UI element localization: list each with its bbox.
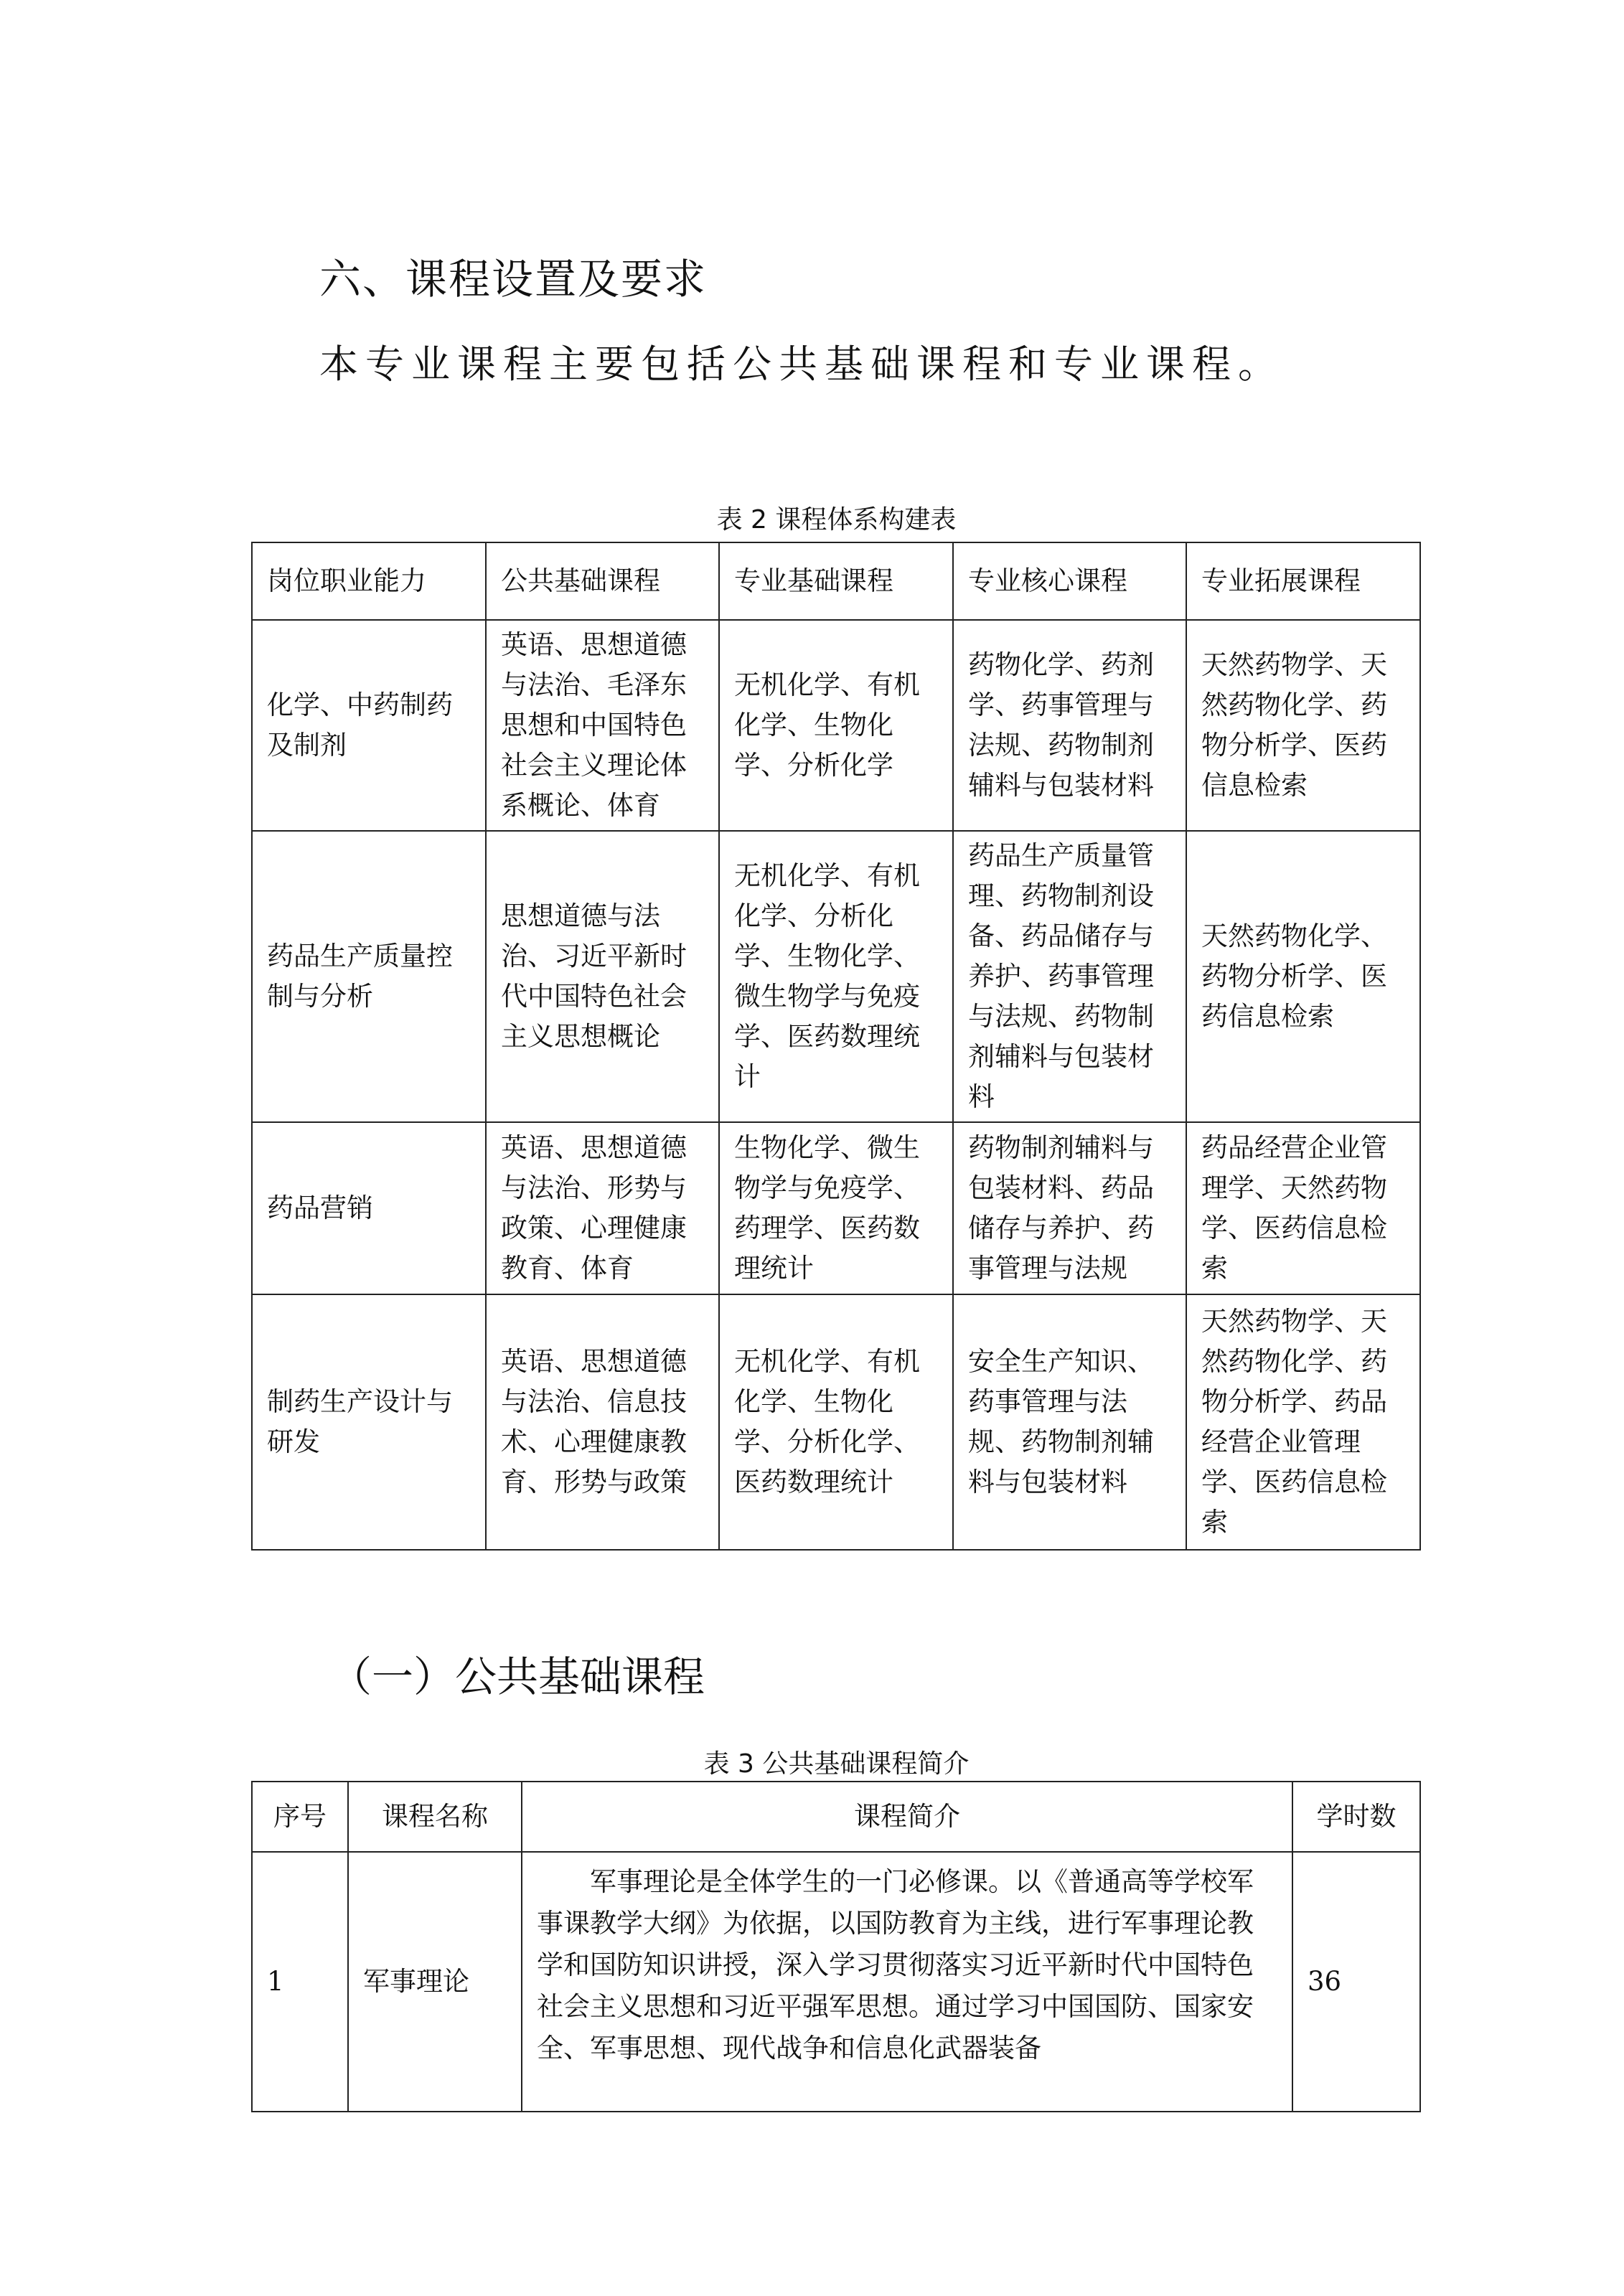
extension-course-cell: 药品经营企业管理学、天然药物学、医药信息检索 (1186, 1122, 1420, 1294)
header-cell: 学时数 (1292, 1782, 1420, 1852)
core-course-cell: 药品生产质量管理、药物制剂设备、药品储存与养护、药事管理与法规、药物制剂辅料与包装材料 (953, 831, 1186, 1122)
header-cell: 岗位职业能力 (252, 542, 486, 620)
course-intro-cell (522, 1852, 1292, 2112)
basic-course-cell: 无机化学、有机化学、分析化学、生物化学、微生物学与免疫学、医药数理统计 (719, 831, 953, 1122)
extension-course-cell: 天然药物化学、药物分析学、医药信息检索 (1186, 831, 1420, 1122)
header-cell: 专业基础课程 (719, 542, 953, 620)
header-cell: 专业拓展课程 (1186, 542, 1420, 620)
table-row (252, 1122, 1420, 1294)
table-row (252, 1294, 1420, 1550)
ability-cell: 制药生产设计与研发 (252, 1294, 486, 1550)
public-course-intro-table (251, 1781, 1421, 2112)
core-course-cell: 药物制剂辅料与包装材料、药品储存与养护、药事管理与法规 (953, 1122, 1186, 1294)
public-course-cell: 思想道德与法治、习近平新时代中国特色社会主义思想概论 (486, 831, 719, 1122)
intro-paragraph: 本专业课程主要包括公共基础课程和专业课程。 (319, 342, 1284, 387)
ability-cell: 化学、中药制药及制剂 (252, 620, 486, 831)
extension-course-cell: 天然药物学、天然药物化学、药物分析学、医药信息检索 (1186, 620, 1420, 831)
subsection-heading: （一）公共基础课程 (330, 1652, 705, 1701)
core-course-cell: 安全生产知识、药事管理与法规、药物制剂辅料与包装材料 (953, 1294, 1186, 1550)
table-header-row (252, 1782, 1420, 1852)
table3-caption: 表 3 公共基础课程简介 (703, 1749, 970, 1779)
basic-course-cell: 生物化学、微生物学与免疫学、药理学、医药数理统计 (719, 1122, 953, 1294)
public-course-cell: 英语、思想道德与法治、信息技术、心理健康教育、形势与政策 (486, 1294, 719, 1550)
course-intro-text: 军事理论是全体学生的一门必修课。以《普通高等学校军事课教学大纲》为依据，以国防教育为主线，进行军事理论教学和国防知识讲授，深入学习贯彻落实习近平新时代中国特色社会主义思想和习近平强军思想。通过学习中国国防、国家安全、军事思想、现代战争和信息化武器装备 (537, 1866, 1254, 2064)
hours-cell: 36 (1292, 1852, 1420, 2112)
basic-course-cell: 无机化学、有机化学、生物化学、分析化学、医药数理统计 (719, 1294, 953, 1550)
section-heading: 六、课程设置及要求 (319, 255, 708, 304)
header-cell: 专业核心课程 (953, 542, 1186, 620)
table2-caption: 表 2 课程体系构建表 (716, 505, 957, 535)
public-course-cell: 英语、思想道德与法治、形势与政策、心理健康教育、体育 (486, 1122, 719, 1294)
curriculum-system-table (251, 542, 1421, 1551)
header-cell: 公共基础课程 (486, 542, 719, 620)
extension-course-cell: 天然药物学、天然药物化学、药物分析学、药品经营企业管理学、医药信息检索 (1186, 1294, 1420, 1550)
header-cell: 课程简介 (522, 1782, 1292, 1852)
table-header-row (252, 542, 1420, 620)
sequence-number-cell: 1 (252, 1852, 348, 2112)
core-course-cell: 药物化学、药剂学、药事管理与法规、药物制剂辅料与包装材料 (953, 620, 1186, 831)
header-cell: 课程名称 (348, 1782, 522, 1852)
basic-course-cell: 无机化学、有机化学、生物化学、分析化学 (719, 620, 953, 831)
table-row (252, 1852, 1420, 2112)
public-course-cell: 英语、思想道德与法治、毛泽东思想和中国特色社会主义理论体系概论、体育 (486, 620, 719, 831)
header-cell: 序号 (252, 1782, 348, 1852)
table-row (252, 831, 1420, 1122)
course-name-cell: 军事理论 (348, 1852, 522, 2112)
table-row (252, 620, 1420, 831)
ability-cell: 药品生产质量控制与分析 (252, 831, 486, 1122)
ability-cell: 药品营销 (252, 1122, 486, 1294)
